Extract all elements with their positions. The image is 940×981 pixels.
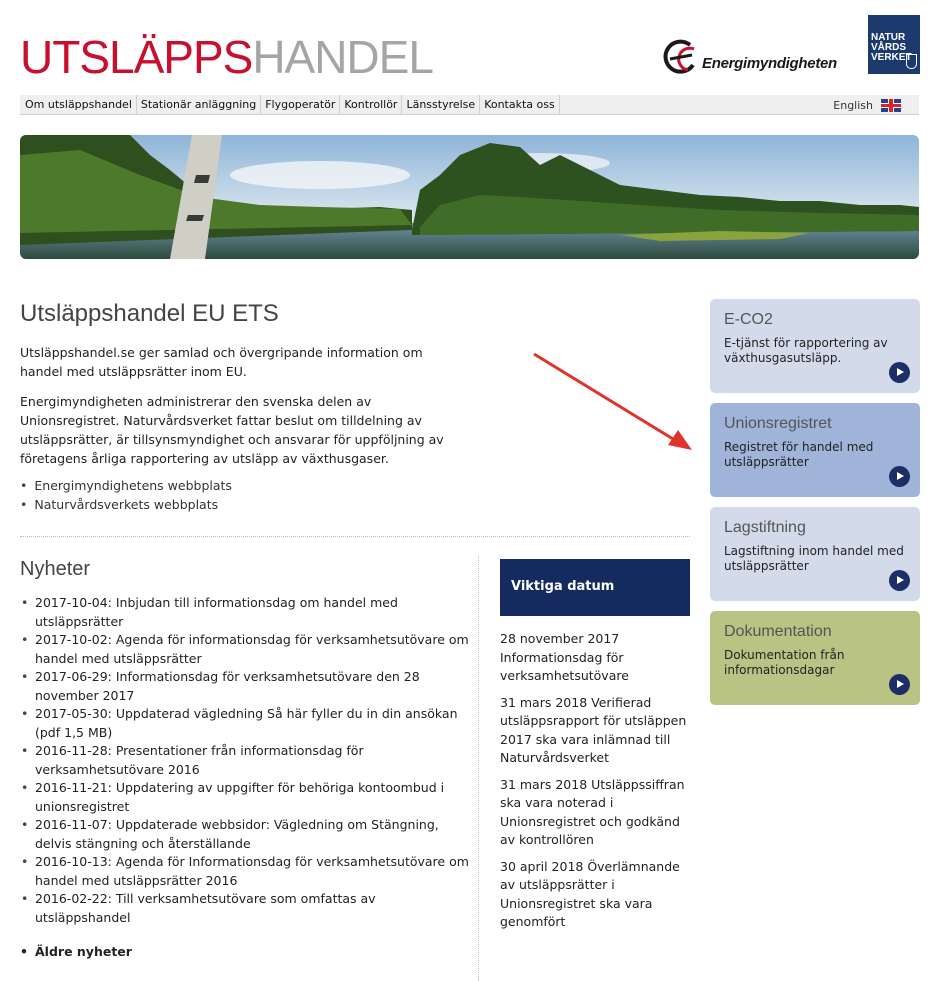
important-dates-heading: Viktiga datum [500, 559, 690, 616]
card-title: Unionsregistret [724, 415, 832, 432]
energimyndigheten-logo[interactable] [660, 38, 837, 78]
external-links [20, 476, 232, 514]
play-arrow-icon[interactable] [889, 674, 910, 695]
news-item[interactable]: • 2016-10-13: Agenda för Informationsdag för verksamhetsutövare om handel med utsläppsrätter 2016 [20, 853, 470, 890]
date-item: 28 november 2017 Informationsdag för verksamhetsutövare [500, 631, 629, 683]
nv-line-1: NATUR [871, 32, 906, 43]
crest-icon [906, 54, 917, 69]
news-item[interactable]: • 2017-05-30: Uppdaterad vägledning Så här fyller du in din ansökan (pdf 1,5 MB) [20, 705, 470, 742]
site-logo[interactable] [20, 30, 433, 84]
nv-line-2: VÅRDS [871, 42, 907, 53]
card-dokumentation[interactable] [710, 611, 920, 705]
naturvardsverket-logo[interactable] [868, 15, 920, 74]
news-item[interactable]: • 2016-11-07: Uppdaterade webbsidor: Vägledning om Stängning, delvis stängning och återställande [20, 816, 470, 853]
date-item: 31 mars 2018 Verifierad utsläppsrapport för utsläppen 2017 ska vara inlämnad till Naturvårdsverket [500, 694, 687, 765]
column-divider [478, 556, 479, 981]
news-item[interactable]: • 2016-11-21: Uppdatering av uppgifter för behöriga kontoombud i unionsregistret [20, 779, 470, 816]
card-lagstiftning[interactable] [710, 507, 920, 601]
energimyndigheten-name: Energimyndigheten [702, 54, 837, 72]
date-item: 30 april 2018 Överlämnande av utsläppsrätter i Unionsregistret ska vara genomfört [500, 858, 680, 929]
card-title: Lagstiftning [724, 519, 806, 536]
important-dates-list [500, 630, 690, 940]
card-description: Dokumentation från informationsdagar [724, 648, 845, 677]
news-list [20, 594, 470, 927]
play-arrow-icon[interactable] [889, 466, 910, 487]
play-arrow-icon[interactable] [889, 570, 910, 591]
card-description: Lagstiftning inom handel med utsläppsrätter [724, 544, 904, 573]
logo-red-part: UTSLÄPPS [20, 31, 253, 83]
news-item[interactable]: • 2017-10-04: Inbjudan till informationsdag om handel med utsläppsrätter [20, 594, 470, 631]
language-label[interactable]: English [833, 98, 873, 112]
intro-paragraph-2: Energimyndigheten administrerar den svenska delen av Unionsregistret. Naturvårdsverket fattar beslut om tilldelning av utsläppsrätter, är tillsynsmyndighet och ansvarar för uppföljning av företagens årliga rapportering av utsläpp av växthusgaser. [20, 394, 444, 466]
banner-image [20, 135, 919, 259]
card-description: Registret för handel med utsläppsrätter [724, 440, 874, 469]
news-item[interactable]: • 2016-02-22: Till verksamhetsutövare som omfattas av utsläppshandel [20, 890, 470, 927]
section-divider [20, 536, 690, 537]
nav-lansstyrelse[interactable]: Länsstyrelse [402, 95, 480, 115]
uk-flag-icon[interactable] [881, 99, 901, 112]
red-arrow-annotation [520, 340, 710, 460]
page-title: Utsläppshandel EU ETS [20, 300, 279, 327]
energimyndigheten-swoosh-icon [660, 39, 698, 77]
nav-stationar-anlaggning[interactable]: Stationär anläggning [137, 95, 261, 115]
older-news-link[interactable]: • Äldre nyheter [20, 944, 132, 959]
date-item: 31 mars 2018 Utsläppssiffran ska vara noterad i Unionsregistret och godkänd av kontrollören [500, 776, 685, 847]
language-switch[interactable] [833, 95, 901, 115]
intro-paragraph-1: Utsläppshandel.se ger samlad och övergripande information om handel med utsläppsrätter inom EU. [20, 345, 423, 379]
card-e-co2[interactable] [710, 299, 920, 393]
news-heading: Nyheter [20, 558, 91, 580]
nv-line-3: VERKET [871, 52, 912, 63]
nav-om-utslappshandel[interactable]: Om utsläppshandel [20, 95, 137, 115]
news-item[interactable]: • 2017-06-29: Informationsdag för verksamhetsutövare den 28 november 2017 [20, 668, 470, 705]
nav-kontrollor[interactable]: Kontrollör [340, 95, 402, 115]
logo-grey-part: HANDEL [252, 31, 433, 83]
card-title: Dokumentation [724, 623, 832, 640]
news-item[interactable]: • 2016-11-28: Presentationer från informationsdag för verksamhetsutövare 2016 [20, 742, 470, 779]
card-title: E-CO2 [724, 311, 773, 328]
link-energimyndigheten[interactable]: • Energimyndighetens webbplats [20, 476, 232, 495]
card-unionsregistret[interactable] [710, 403, 920, 497]
play-arrow-icon[interactable] [889, 362, 910, 383]
nav-kontakta-oss[interactable]: Kontakta oss [480, 95, 560, 115]
news-item[interactable]: • 2017-10-02: Agenda för informationsdag för verksamhetsutövare om handel med utsläppsrätter [20, 631, 470, 668]
main-navigation [20, 95, 919, 115]
card-description: E-tjänst för rapportering av växthusgasutsläpp. [724, 336, 888, 365]
nav-flygoperator[interactable]: Flygoperatör [261, 95, 340, 115]
link-naturvardsverket[interactable]: • Naturvårdsverkets webbplats [20, 495, 232, 514]
